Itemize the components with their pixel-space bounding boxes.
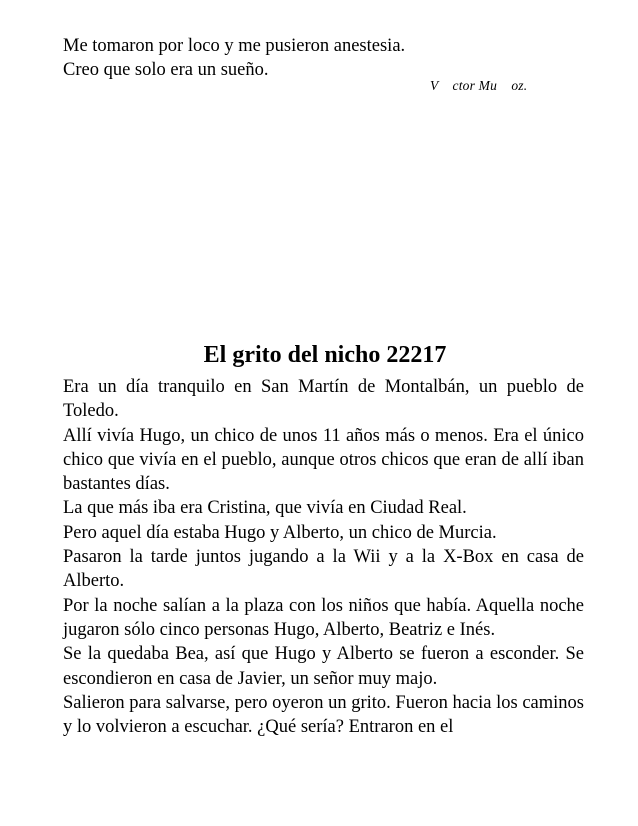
ending-line-1: Me tomaron por loco y me pusieron anestesia. [63, 36, 406, 56]
previous-story-ending [63, 34, 583, 82]
story-title: El grito del nicho 22217 [203, 342, 447, 368]
paragraph: Era un día tranquilo en San Martín de Montalbán, un pueblo de Toledo. [63, 377, 584, 422]
author-signature: V ctor Mu oz. [430, 78, 528, 93]
story-body [63, 375, 584, 739]
paragraph: Pasaron la tarde juntos jugando a la Wii y a la X-Box en casa de Alberto. [63, 547, 584, 592]
paragraph: Pero aquel día estaba Hugo y Alberto, un chico de Murcia. [63, 522, 497, 543]
paragraph: Allí vivía Hugo, un chico de unos 11 años más o menos. Era el único chico que vivía en el pueblo, aunque otros chicos que eran de allí iban bastantes días. [63, 425, 584, 495]
paragraph: Salieron para salvarse, pero oyeron un grito. Fueron hacia los caminos y lo volvieron a escuchar. ¿Qué sería? Entraron en el [63, 692, 584, 738]
paragraph: Se la quedaba Bea, así que Hugo y Alberto se fueron a esconder. Se escondieron en casa de Javier, un señor muy majo. [63, 644, 584, 689]
ending-line-2: Creo que solo era un sueño. [63, 60, 269, 80]
paragraph: La que más iba era Cristina, que vivía en Ciudad Real. [63, 498, 467, 519]
paragraph: Por la noche salían a la plaza con los niños que había. Aquella noche jugaron sólo cinco personas Hugo, Alberto, Beatriz e Inés. [63, 595, 584, 640]
